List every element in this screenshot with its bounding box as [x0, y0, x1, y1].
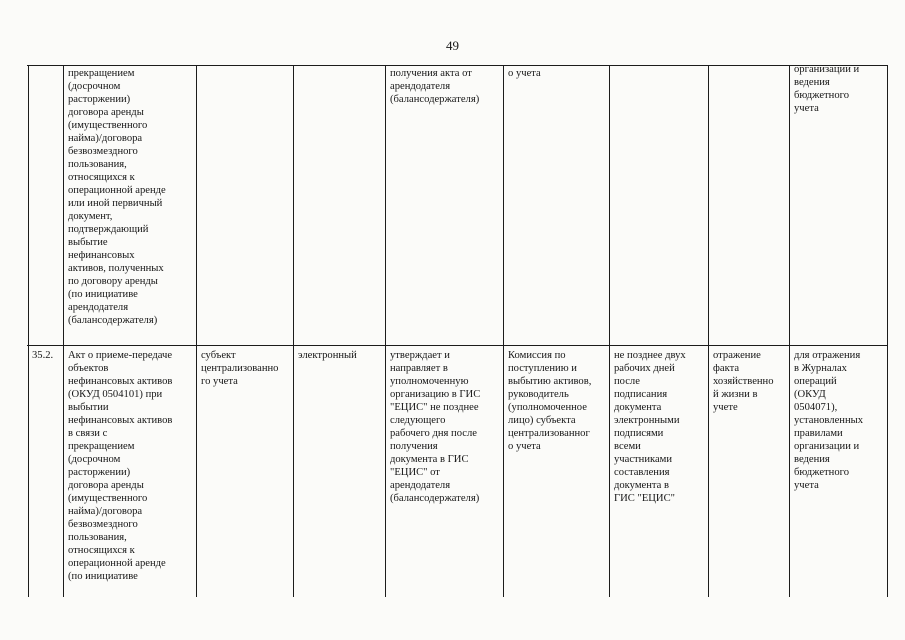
cont-purpose-cell: организации и ведения бюджетного учета	[794, 64, 860, 114]
document-name-cell: Акт о приеме-передаче объектов нефинансовых активов (ОКУД 0504101) при выбытии нефинансовых активов в связи с прекращением (досрочном расторжении) договора аренды (имущественного найма)/договора безвозмездного пользования, относящихся к операционной аренде (по инициативе	[68, 350, 173, 582]
action-cell: отражение факта хозяйственно й жизни в учете	[713, 350, 774, 413]
table-top-border	[27, 65, 888, 66]
creator-cell: субъект централизованно го учета	[201, 350, 279, 387]
cont-procedure-cell: получения акта от арендодателя (балансодержателя)	[390, 68, 480, 105]
column-divider	[196, 65, 197, 597]
column-divider	[63, 65, 64, 597]
format-cell: электронный	[298, 350, 357, 361]
column-divider	[708, 65, 709, 597]
column-divider	[789, 65, 790, 597]
column-divider	[887, 65, 888, 597]
deadline-cell: не позднее двух рабочих дней после подписания документа электронными подписями всеми участниками составления документа в ГИС "ЕЦИС"	[614, 350, 686, 504]
row-divider	[27, 345, 888, 346]
column-divider	[609, 65, 610, 597]
procedure-cell: утверждает и направляет в уполномоченную организацию в ГИС "ЕЦИС" не позднее следующего рабочего дня после получения документа в ГИС "ЕЦИС" от арендодателя (балансодержателя)	[390, 350, 481, 504]
purpose-cell: для отражения в Журналах операций (ОКУД 0504071), установленных правилами организации и ведения бюджетного учета	[794, 350, 864, 491]
column-divider	[385, 65, 386, 597]
column-divider	[293, 65, 294, 597]
page-number: 49	[446, 38, 459, 53]
column-divider	[28, 65, 29, 597]
column-divider	[503, 65, 504, 597]
responsible-cell: Комиссия по поступлению и выбытию активов, руководитель (уполномоченное лицо) субъекта централизованног о учета	[508, 350, 592, 452]
row-number: 35.2.	[32, 350, 54, 361]
cont-responsible-cell: о учета	[508, 68, 541, 79]
cont-name-cell: прекращением (досрочном расторжении) договора аренды (имущественного найма)/договора безвозмездного пользования, относящихся к операционной аренде или иной первичный документ, подтверждающий выбытие нефинансовых активов, полученных по договору аренды (по инициативе арендодателя (балансодержателя)	[68, 68, 166, 326]
